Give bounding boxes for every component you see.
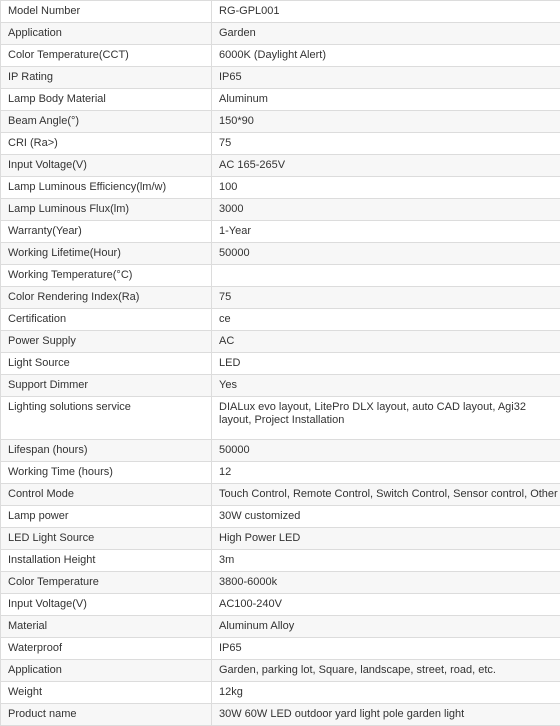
spec-value: AC100-240V <box>212 594 560 616</box>
spec-value: 30W customized <box>212 506 560 528</box>
table-row <box>1 616 560 638</box>
table-row <box>1 484 560 506</box>
table-row <box>1 704 560 726</box>
spec-value: ce <box>212 309 560 331</box>
table-row <box>1 287 560 309</box>
spec-label: Product name <box>1 704 212 726</box>
spec-table-body <box>1 1 560 726</box>
spec-label: Power Supply <box>1 331 212 353</box>
spec-label: Waterproof <box>1 638 212 660</box>
spec-label: Working Temperature(°C) <box>1 265 212 287</box>
table-row <box>1 375 560 397</box>
spec-label: Lamp Luminous Flux(lm) <box>1 199 212 221</box>
spec-label: Warranty(Year) <box>1 221 212 243</box>
spec-label: CRI (Ra>) <box>1 133 212 155</box>
spec-value: Garden <box>212 23 560 45</box>
spec-value: 12 <box>212 462 560 484</box>
table-row <box>1 45 560 67</box>
table-row <box>1 265 560 287</box>
table-row <box>1 572 560 594</box>
spec-value: Garden, parking lot, Square, landscape, street, road, etc. <box>212 660 560 682</box>
spec-label: Working Lifetime(Hour) <box>1 243 212 265</box>
spec-value: 50000 <box>212 243 560 265</box>
table-row <box>1 243 560 265</box>
table-row <box>1 638 560 660</box>
spec-label: Lamp Body Material <box>1 89 212 111</box>
table-row <box>1 199 560 221</box>
table-row <box>1 1 560 23</box>
spec-label: Light Source <box>1 353 212 375</box>
table-row <box>1 111 560 133</box>
table-row <box>1 397 560 440</box>
table-row <box>1 23 560 45</box>
spec-label: Color Temperature(CCT) <box>1 45 212 67</box>
spec-value <box>212 265 560 287</box>
table-row <box>1 353 560 375</box>
table-row <box>1 177 560 199</box>
spec-value: RG-GPL001 <box>212 1 560 23</box>
spec-label: Installation Height <box>1 550 212 572</box>
spec-label: IP Rating <box>1 67 212 89</box>
spec-label: Color Temperature <box>1 572 212 594</box>
spec-value: 6000K (Daylight Alert) <box>212 45 560 67</box>
spec-label: Input Voltage(V) <box>1 155 212 177</box>
spec-value: 3000 <box>212 199 560 221</box>
table-row <box>1 221 560 243</box>
table-row <box>1 309 560 331</box>
spec-value: DIALux evo layout, LitePro DLX layout, auto CAD layout, Agi32 layout, Project Installation <box>212 397 560 440</box>
table-row <box>1 528 560 550</box>
table-row <box>1 133 560 155</box>
spec-label: Color Rendering Index(Ra) <box>1 287 212 309</box>
table-row <box>1 682 560 704</box>
spec-value: Aluminum <box>212 89 560 111</box>
spec-value: 30W 60W LED outdoor yard light pole garden light <box>212 704 560 726</box>
spec-label: Model Number <box>1 1 212 23</box>
spec-value: 3m <box>212 550 560 572</box>
table-row <box>1 155 560 177</box>
spec-value: LED <box>212 353 560 375</box>
table-row <box>1 550 560 572</box>
spec-value: 75 <box>212 133 560 155</box>
spec-value: AC <box>212 331 560 353</box>
spec-value: High Power LED <box>212 528 560 550</box>
spec-label: Control Mode <box>1 484 212 506</box>
spec-value: 150*90 <box>212 111 560 133</box>
spec-value: 3800-6000k <box>212 572 560 594</box>
table-row <box>1 660 560 682</box>
spec-label: Support Dimmer <box>1 375 212 397</box>
table-row <box>1 67 560 89</box>
spec-value: IP65 <box>212 67 560 89</box>
spec-value: Yes <box>212 375 560 397</box>
spec-label: Material <box>1 616 212 638</box>
spec-value: Aluminum Alloy <box>212 616 560 638</box>
spec-label: Beam Angle(°) <box>1 111 212 133</box>
spec-value: Touch Control, Remote Control, Switch Control, Sensor control, Other <box>212 484 560 506</box>
spec-label: Application <box>1 23 212 45</box>
table-row <box>1 440 560 462</box>
spec-value: 75 <box>212 287 560 309</box>
spec-label: Application <box>1 660 212 682</box>
table-row <box>1 594 560 616</box>
spec-label: Working Time (hours) <box>1 462 212 484</box>
spec-label: Lamp power <box>1 506 212 528</box>
spec-value: AC 165-265V <box>212 155 560 177</box>
spec-value: 100 <box>212 177 560 199</box>
spec-value: 50000 <box>212 440 560 462</box>
spec-value: 12kg <box>212 682 560 704</box>
spec-label: Lifespan (hours) <box>1 440 212 462</box>
spec-label: Weight <box>1 682 212 704</box>
table-row <box>1 462 560 484</box>
spec-value: IP65 <box>212 638 560 660</box>
table-row <box>1 506 560 528</box>
table-row <box>1 331 560 353</box>
spec-label: Input Voltage(V) <box>1 594 212 616</box>
spec-label: Certification <box>1 309 212 331</box>
table-row <box>1 89 560 111</box>
spec-label: LED Light Source <box>1 528 212 550</box>
spec-label: Lighting solutions service <box>1 397 212 440</box>
spec-label: Lamp Luminous Efficiency(lm/w) <box>1 177 212 199</box>
spec-value: 1-Year <box>212 221 560 243</box>
